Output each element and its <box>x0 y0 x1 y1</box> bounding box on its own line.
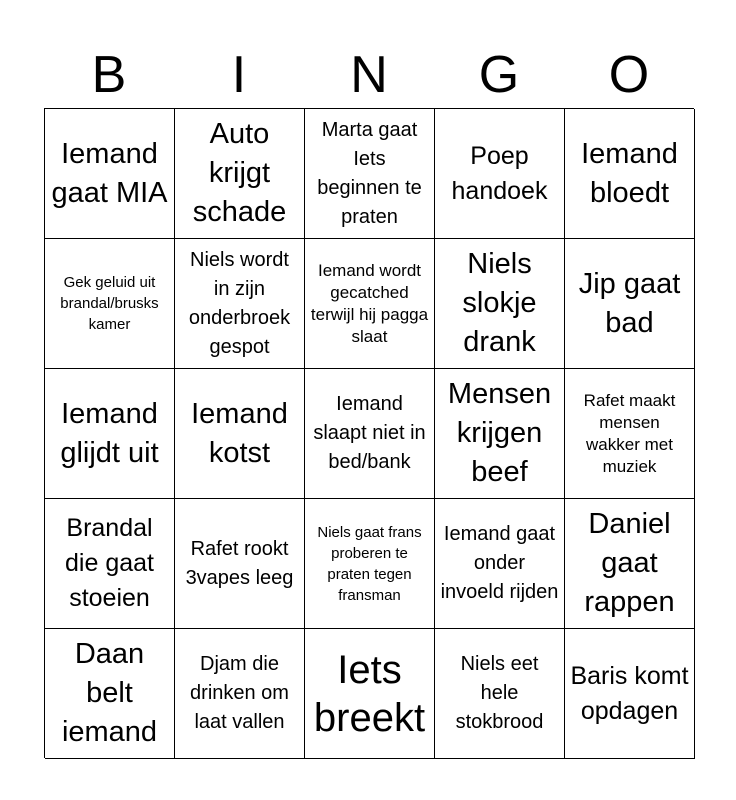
bingo-cell-text: Iemand gaat MIA <box>51 137 168 209</box>
bingo-cell[interactable] <box>435 109 565 239</box>
bingo-cell-text: Mensen krijgen beef <box>447 378 552 488</box>
bingo-cell[interactable] <box>45 369 175 499</box>
bingo-cell[interactable] <box>45 499 175 629</box>
bingo-cell[interactable] <box>175 629 305 759</box>
bingo-cell[interactable] <box>305 629 435 759</box>
bingo-cell-text: Rafet rookt 3vapes leeg <box>185 537 294 589</box>
bingo-cell-text: Jip gaat bad <box>578 267 681 339</box>
bingo-cell-text: Iemand bloedt <box>581 137 678 209</box>
bingo-cell-text: Daniel gaat rappen <box>584 508 675 618</box>
bingo-cell-text: Iemand kotst <box>191 397 288 469</box>
bingo-cell-text: Iets breekt <box>313 647 426 740</box>
bingo-card-grid <box>44 108 694 758</box>
bingo-cell[interactable] <box>565 109 695 239</box>
bingo-cell[interactable] <box>175 109 305 239</box>
bingo-cell-text: Daan belt iemand <box>61 638 158 748</box>
header-letter-o: O <box>608 46 650 104</box>
bingo-cell[interactable] <box>305 239 435 369</box>
bingo-cell[interactable] <box>435 499 565 629</box>
header-letter-b: B <box>91 46 127 104</box>
bingo-cell[interactable] <box>565 369 695 499</box>
bingo-cell-text: Auto krijgt schade <box>192 118 287 228</box>
bingo-cell-text: Iemand gaat onder invoeld rijden <box>440 523 559 603</box>
bingo-cell[interactable] <box>175 499 305 629</box>
bingo-cell-text: Baris komt opdagen <box>570 661 689 725</box>
bingo-cell[interactable] <box>45 109 175 239</box>
header-letter-g: G <box>478 46 520 104</box>
bingo-cell[interactable] <box>565 629 695 759</box>
bingo-cell[interactable] <box>305 369 435 499</box>
bingo-cell-text: Brandal die gaat stoeien <box>65 514 154 612</box>
bingo-cell[interactable] <box>305 109 435 239</box>
bingo-cell-text: Niels eet hele stokbrood <box>455 653 544 733</box>
bingo-cell-text: Iemand wordt gecatched terwijl hij pagga slaat <box>310 260 429 346</box>
bingo-cell-text: Niels wordt in zijn onderbroek gespot <box>188 248 291 358</box>
bingo-cell-text: Djam die drinken om laat vallen <box>190 653 289 733</box>
bingo-cell-text: Niels slokje drank <box>462 248 537 358</box>
bingo-cell-text: Iemand glijdt uit <box>60 397 159 469</box>
bingo-cell-text: Marta gaat Iets beginnen te praten <box>317 118 422 228</box>
bingo-cell[interactable] <box>435 629 565 759</box>
bingo-cell-text: Iemand slaapt niet in bed/bank <box>313 393 426 473</box>
bingo-cell[interactable] <box>305 499 435 629</box>
bingo-cell[interactable] <box>45 239 175 369</box>
bingo-cell[interactable] <box>175 239 305 369</box>
bingo-cell[interactable] <box>45 629 175 759</box>
bingo-cell-text: Rafet maakt mensen wakker met muziek <box>583 390 676 476</box>
bingo-header <box>44 44 694 106</box>
bingo-cell[interactable] <box>565 239 695 369</box>
header-letter-n: N <box>350 46 388 104</box>
bingo-cell[interactable] <box>435 369 565 499</box>
bingo-cell-text: Poep handoek <box>451 141 548 205</box>
bingo-cell-text: Niels gaat frans proberen te praten tegen fransman <box>317 523 422 604</box>
bingo-cell[interactable] <box>435 239 565 369</box>
bingo-cell[interactable] <box>565 499 695 629</box>
header-letter-i: I <box>231 46 247 104</box>
bingo-cell-text: Gek geluid uit brandal/brusks kamer <box>60 274 159 333</box>
bingo-cell[interactable] <box>175 369 305 499</box>
